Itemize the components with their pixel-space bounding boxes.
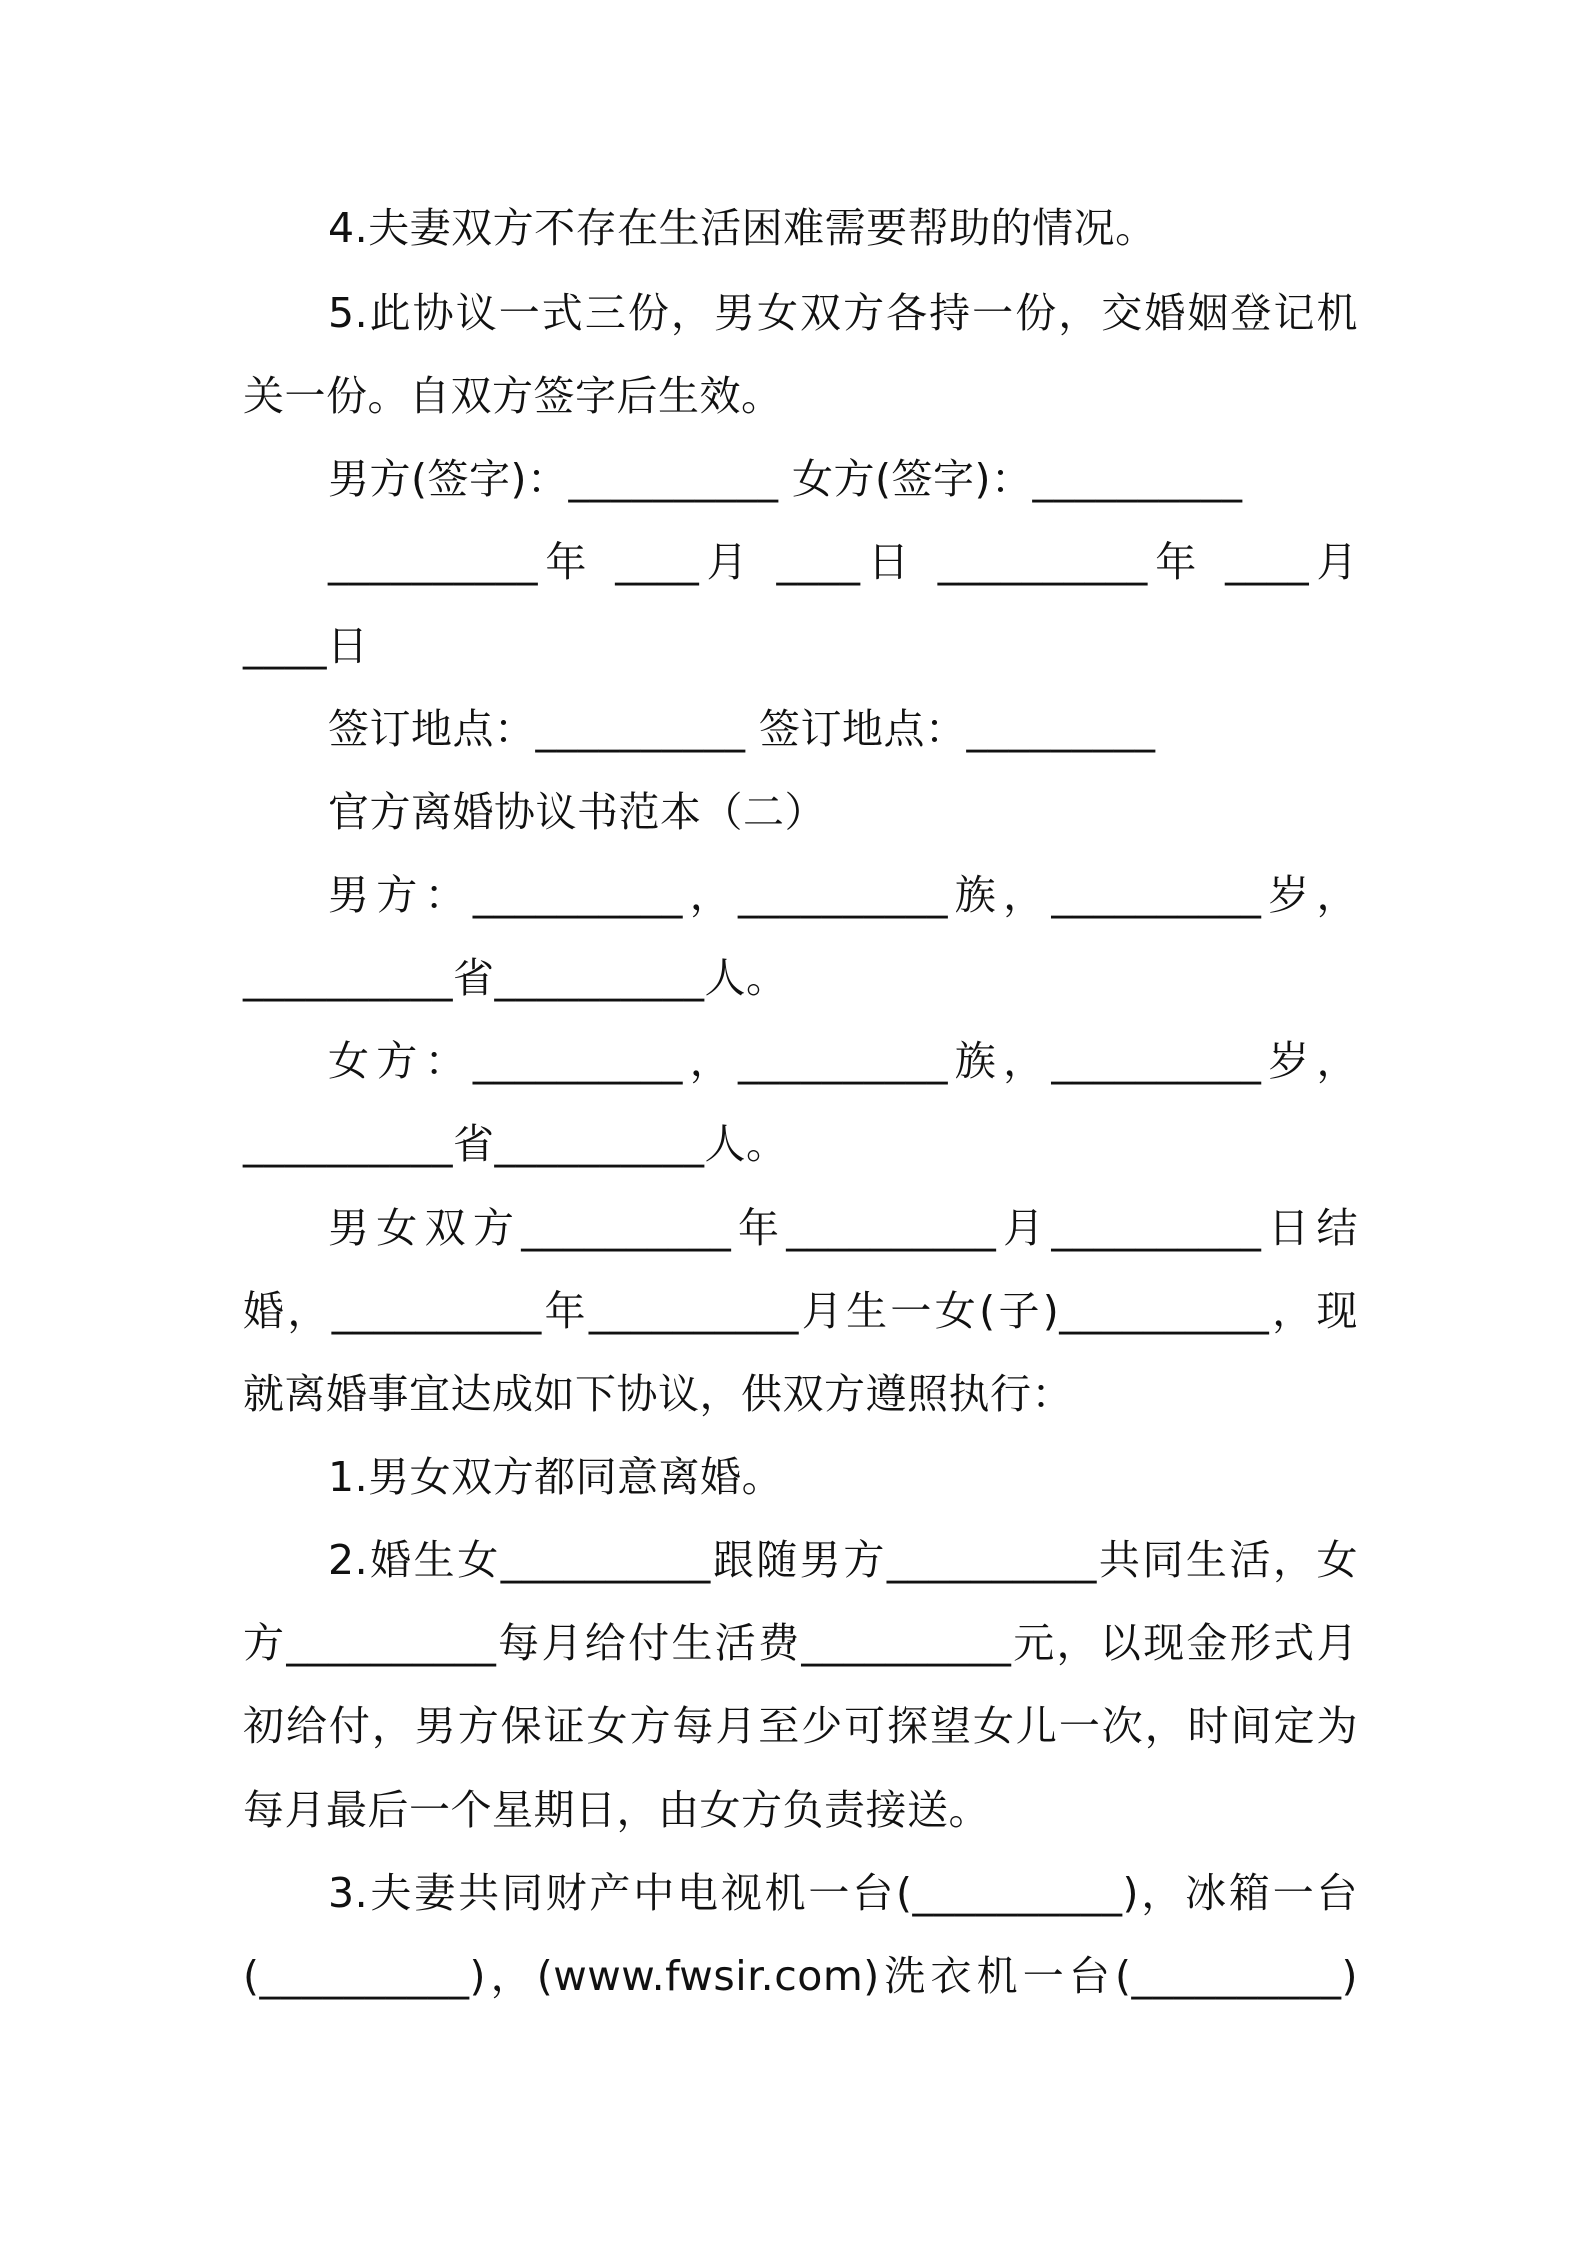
male-info-line-1: 男方：__________，__________族，__________岁， <box>328 871 1358 919</box>
female-info-line-2: __________省__________人。 <box>243 1120 788 1168</box>
female-info-line-1: 女方：__________，__________族，__________岁， <box>328 1037 1358 1085</box>
clause-5-line-2: 关一份。自双方签字后生效。 <box>243 372 783 420</box>
clause-3-line-2: (__________)，(www.fwsir.com)洗衣机一台(__________) <box>243 1952 1358 2000</box>
section-title: 官方离婚协议书范本（二） <box>328 788 826 836</box>
signature-date-line-1: __________年 ____月 ____日 __________年 ____月 <box>328 538 1358 586</box>
signature-date-line-2: ____日 <box>243 622 369 670</box>
male-info-line-2: __________省__________人。 <box>243 954 788 1002</box>
clause-3-line-1: 3.夫妻共同财产中电视机一台(__________)，冰箱一台 <box>328 1869 1358 1917</box>
signing-place-line: 签订地点：__________ 签订地点：_________ <box>328 705 1156 753</box>
marriage-line-1: 男女双方__________年__________月__________日结 <box>328 1204 1358 1252</box>
clause-2-line-4: 每月最后一个星期日，由女方负责接送。 <box>243 1786 990 1834</box>
clause-2-line-2: 方__________每月给付生活费__________元，以现金形式月 <box>243 1619 1358 1667</box>
marriage-line-2: 婚，__________年__________月生一女(子)__________，现 <box>243 1287 1358 1335</box>
clause-1: 1.男女双方都同意离婚。 <box>328 1453 784 1501</box>
clause-2-line-3: 初给付，男方保证女方每月至少可探望女儿一次，时间定为 <box>243 1702 1358 1750</box>
clause-4: 4.夫妻双方不存在生活困难需要帮助的情况。 <box>328 204 1157 252</box>
clause-5-line-1: 5.此协议一式三份，男女双方各持一份，交婚姻登记机 <box>328 289 1358 337</box>
marriage-line-3: 就离婚事宜达成如下协议，供双方遵照执行： <box>243 1370 1073 1418</box>
signature-line: 男方(签字)：__________ 女方(签字)：__________ <box>328 455 1243 503</box>
clause-2-line-1: 2.婚生女__________跟随男方__________共同生活，女 <box>328 1536 1358 1584</box>
